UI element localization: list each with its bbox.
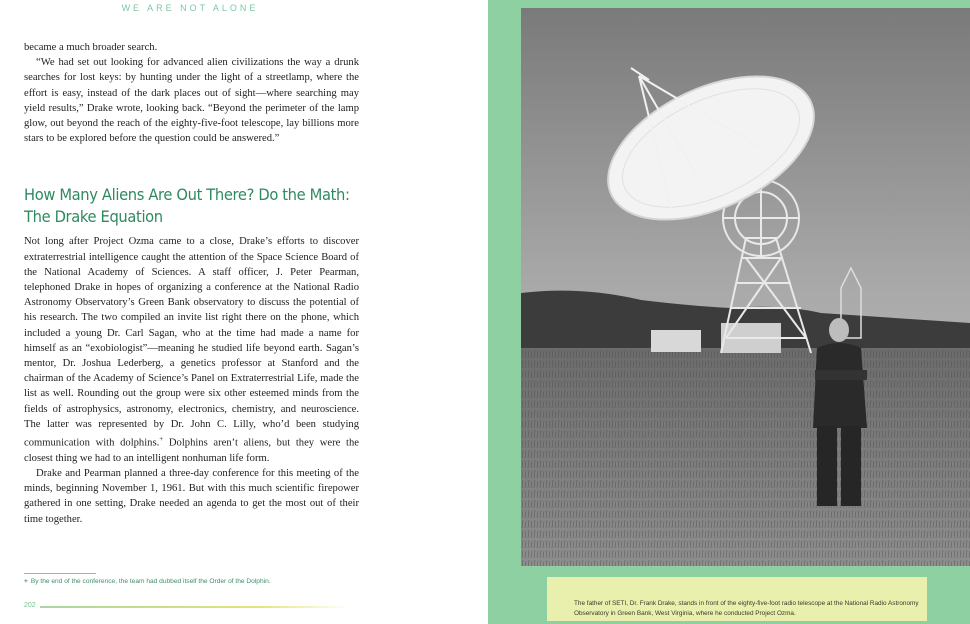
photo-illustration: [521, 8, 970, 566]
section-heading-line-1: How Many Aliens Are Out There? Do the Math:: [24, 185, 350, 205]
paragraph-project-ozma: [24, 234, 359, 466]
radio-telescope-photo: [521, 8, 970, 566]
section-heading-line-2: The Drake Equation: [24, 207, 163, 227]
photo-caption: The father of SETI, Dr. Frank Drake, stands in front of the eighty-five-foot radio telescope at the National Radio Astronomy Observatory in Green Bank, West Virginia, where he conducted Project Ozma.: [574, 600, 919, 617]
page-number: 202: [24, 602, 36, 609]
paragraph-dolphins-tail: Dolphins aren’t aliens, but they were the closest thing we had to an intelligent nonhuman life form.: [24, 437, 359, 464]
running-head: WE ARE NOT ALONE: [121, 3, 259, 13]
paragraph-project-ozma-text: Not long after Project Ozma came to a close, Drake’s efforts to discover extraterrestrial intelligence caught the attention of the Space Science Board of the National Academy of Sciences. A staff officer, J. Peter Pearman, telephoned Drake in hopes of organizing a conference at the National Radio Astronomy Observatory’s Green Bank observatory to discuss the potential of his research. The two compiled an invite list right there on the phone, which included a young Dr. Carl Sagan, who at the time had made a name for himself as an “exobiologist”—meaning he studied life beyond earth. Sagan’s mentor, Dr. Joshua Lederberg, a genetics professor at Stanford and the chairman of the Academy of Science’s Panel on Extraterrestrial Life, made the list as well. Rounding out the group were six other esteemed minds from the fields of astrophysics, astronomy, electronics, chemistry, and neuroscience. The latter was represented by Dr. John C. Lilly, who’d been studying communication with dolphins.: [24, 236, 359, 449]
paragraph-quote: “We had set out looking for advanced alien civilizations the way a drunk searches for lost keys: by hunting under the light of a streetlamp, where the effort is easy, instead of the dark places out of sight—where searching may yield results,” Drake wrote, looking back. “Beyond the perimeter of the lamp glow, out beyond the reach of the eighty-five-foot telescope, lay billions more stars to be explored before the question could be answered.”: [24, 57, 359, 145]
footnote-plus-icon: +: [24, 578, 28, 585]
section-heading: [24, 184, 355, 228]
paragraph-conference: Drake and Pearman planned a three-day conference for this meeting of the minds, beginning November 1, 1961. But with this much scientific firepower gathered in one setting, Drake needed an agenda to get the most out of their time together.: [24, 468, 359, 525]
body-text: [24, 40, 359, 527]
footnote-text: By the end of the conference, the team had dubbed itself the Order of the Dolphin.: [30, 578, 271, 585]
footnote: [24, 578, 271, 585]
grass-texture: [521, 348, 970, 566]
small-structure: [651, 330, 701, 352]
footnote-marker[interactable]: +: [159, 435, 164, 444]
folio-rule: [40, 606, 350, 608]
footnote-rule: [24, 573, 96, 574]
paragraph-continued: became a much broader search.: [24, 42, 158, 53]
